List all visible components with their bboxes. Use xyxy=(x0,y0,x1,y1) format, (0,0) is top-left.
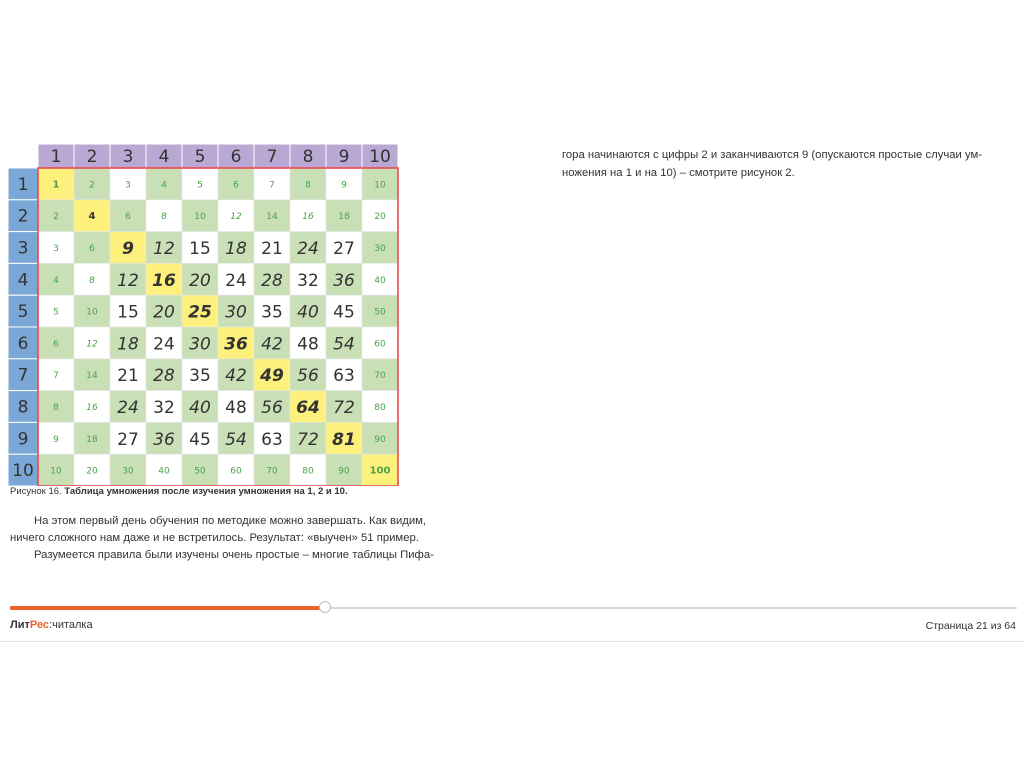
table-cell-value: 45 xyxy=(189,429,211,450)
row-header-label: 10 xyxy=(12,461,34,482)
table-cell-value: 40 xyxy=(189,398,211,418)
paragraph-1: На этом первый день обучения по методике можно завершать. Как видим, xyxy=(34,515,427,527)
table-cell-value: 1 xyxy=(52,179,60,191)
table-cell-value: 32 xyxy=(153,398,175,418)
column-header-label: 10 xyxy=(369,147,391,167)
right-paragraph-line-2: ножения на 1 и на 10) – смотрите рисунок 2. xyxy=(562,167,795,179)
caption-title: Таблица умножения после изучения умножения на 1, 2 и 10. xyxy=(64,486,348,497)
paragraph-1-cont: ничего сложного нам даже и не встретилось. Результат: «выучен» 51 пример. xyxy=(10,532,419,544)
table-cell-value: 30 xyxy=(189,334,211,355)
table-cell-value: 21 xyxy=(117,366,139,387)
table-cell-value: 81 xyxy=(332,429,356,450)
row-header-label: 7 xyxy=(17,365,29,386)
row-header-label: 2 xyxy=(17,206,29,227)
table-cell-value: 8 xyxy=(161,212,167,223)
table-cell-value: 12 xyxy=(230,212,242,223)
table-cell-value: 18 xyxy=(86,434,98,445)
table-cell-value: 30 xyxy=(122,466,134,477)
logo-part-res: Рес xyxy=(29,619,50,631)
table-cell-value: 9 xyxy=(53,434,59,445)
reading-progress-thumb[interactable] xyxy=(319,601,331,613)
table-cell-value: 8 xyxy=(53,403,59,413)
table-cell-value: 10 xyxy=(194,212,206,223)
table-cell-value: 9 xyxy=(122,239,134,259)
table-cell-value: 18 xyxy=(225,239,247,259)
row-header-label: 5 xyxy=(17,302,29,323)
row-header-label: 6 xyxy=(17,333,29,354)
table-cell-value: 40 xyxy=(374,275,386,286)
table-cell-value: 6 xyxy=(233,180,239,191)
table-cell-value: 42 xyxy=(261,334,283,355)
table-cell-value: 5 xyxy=(197,180,203,191)
column-header-label: 5 xyxy=(194,147,206,167)
table-cell-value: 15 xyxy=(117,302,139,323)
table-cell-value: 12 xyxy=(86,339,98,350)
table-cell-value: 24 xyxy=(153,334,175,355)
table-cell-value: 6 xyxy=(89,244,95,254)
table-cell-value: 36 xyxy=(333,270,355,291)
table-cell-value: 16 xyxy=(152,270,176,291)
table-cell-value: 40 xyxy=(297,302,319,323)
table-cell-value: 27 xyxy=(117,429,139,450)
table-corner xyxy=(8,144,38,168)
table-cell-value: 63 xyxy=(333,366,355,387)
right-paragraph-line-1: гора начинаются с цифры 2 и заканчиваются 9 (опускаются простые случаи ум- xyxy=(562,149,983,161)
table-cell-value: 3 xyxy=(125,180,131,191)
table-cell-value: 20 xyxy=(153,302,175,323)
table-cell-value: 36 xyxy=(224,334,248,355)
column-header-label: 6 xyxy=(230,147,242,167)
table-cell-value: 8 xyxy=(89,275,95,286)
column-header-label: 1 xyxy=(50,147,62,167)
logo-part-lit: Лит xyxy=(10,619,30,631)
row-header-label: 3 xyxy=(17,238,29,259)
table-cell-value: 48 xyxy=(297,334,319,355)
column-header-label: 2 xyxy=(86,147,98,167)
row-header-label: 1 xyxy=(17,174,29,195)
table-cell-value: 80 xyxy=(374,403,386,413)
table-cell-value: 4 xyxy=(161,180,167,191)
table-cell-value: 35 xyxy=(261,302,283,323)
table-cell-value: 50 xyxy=(194,466,206,477)
table-cell-value: 72 xyxy=(333,398,355,418)
row-header-label: 9 xyxy=(17,429,29,450)
table-cell-value: 21 xyxy=(261,239,283,259)
table-cell-value: 60 xyxy=(230,466,242,477)
table-cell-value: 8 xyxy=(305,180,311,191)
table-cell-value: 6 xyxy=(53,339,59,350)
table-cell-value: 70 xyxy=(266,466,278,477)
table-cell-value: 12 xyxy=(153,239,175,259)
table-cell-value: 16 xyxy=(302,212,314,223)
table-cell-value: 24 xyxy=(117,398,139,418)
table-cell-value: 10 xyxy=(50,466,62,477)
reading-progress-fill xyxy=(10,606,325,610)
page-counter: Страница 21 из 64 xyxy=(925,620,1016,632)
table-cell-value: 72 xyxy=(297,429,319,450)
table-cell-value: 6 xyxy=(125,212,131,223)
logo-part-reader: :читалка xyxy=(49,619,93,631)
table-cell-value: 10 xyxy=(374,180,386,191)
litres-reader-logo[interactable] xyxy=(10,619,93,631)
table-cell-value: 7 xyxy=(269,180,275,191)
table-cell-value: 28 xyxy=(261,270,283,291)
table-cell-value: 4 xyxy=(53,275,59,286)
table-cell-value: 16 xyxy=(86,403,98,413)
table-cell-value: 4 xyxy=(88,211,96,223)
table-cell-value: 90 xyxy=(374,434,386,445)
left-column-text xyxy=(10,513,468,564)
table-cell-value: 60 xyxy=(374,339,386,350)
multiplication-table xyxy=(8,144,410,486)
multiplication-table-figure xyxy=(8,144,410,486)
table-cell-value: 10 xyxy=(86,307,98,318)
table-cell-value: 9 xyxy=(341,180,347,191)
table-cell-value: 14 xyxy=(86,371,98,382)
table-cell-value: 100 xyxy=(369,465,391,477)
column-header-label: 4 xyxy=(158,147,170,167)
table-cell-value: 42 xyxy=(225,366,247,387)
column-header-label: 9 xyxy=(338,147,350,167)
column-header-label: 7 xyxy=(266,147,278,167)
table-cell-value: 70 xyxy=(374,371,386,382)
table-cell-value: 3 xyxy=(53,244,59,254)
table-cell-value: 30 xyxy=(374,244,386,254)
table-cell-value: 56 xyxy=(297,366,319,387)
table-cell-value: 2 xyxy=(53,212,59,223)
table-cell-value: 50 xyxy=(374,307,386,318)
table-cell-value: 27 xyxy=(333,239,355,259)
table-cell-value: 7 xyxy=(53,371,59,382)
table-cell-value: 12 xyxy=(117,270,139,291)
table-cell-value: 49 xyxy=(260,366,284,387)
column-header-label: 8 xyxy=(302,147,314,167)
paragraph-2: Разумеется правила были изучены очень простые – многие таблицы Пифа- xyxy=(34,549,434,561)
table-cell-value: 90 xyxy=(338,466,350,477)
table-cell-value: 54 xyxy=(333,334,355,355)
table-cell-value: 56 xyxy=(261,398,283,418)
table-cell-value: 5 xyxy=(53,307,59,318)
table-cell-value: 80 xyxy=(302,466,314,477)
table-cell-value: 40 xyxy=(158,466,170,477)
row-header-label: 8 xyxy=(17,397,29,418)
table-cell-value: 28 xyxy=(153,366,175,387)
table-cell-value: 35 xyxy=(189,366,211,387)
row-header-label: 4 xyxy=(17,270,29,291)
table-cell-value: 45 xyxy=(333,302,355,323)
table-cell-value: 20 xyxy=(189,270,211,291)
table-cell-value: 32 xyxy=(297,270,319,291)
table-cell-value: 36 xyxy=(153,429,175,450)
footer-divider xyxy=(0,641,1024,642)
table-cell-value: 20 xyxy=(86,466,98,477)
table-cell-value: 20 xyxy=(374,212,386,223)
table-cell-value: 24 xyxy=(297,239,319,259)
table-cell-value: 18 xyxy=(117,334,139,355)
caption-prefix: Рисунок 16. xyxy=(10,486,62,497)
table-cell-value: 54 xyxy=(225,429,247,450)
figure-caption xyxy=(10,486,348,497)
table-cell-value: 18 xyxy=(338,212,350,223)
table-cell-value: 15 xyxy=(189,239,211,259)
table-cell-value: 48 xyxy=(225,398,247,418)
table-cell-value: 14 xyxy=(266,212,278,223)
table-cell-value: 24 xyxy=(225,270,247,291)
table-cell-value: 64 xyxy=(296,398,320,418)
right-column-text xyxy=(562,146,1017,182)
table-cell-value: 2 xyxy=(89,180,95,191)
table-cell-value: 63 xyxy=(261,429,283,450)
table-cell-value: 30 xyxy=(225,302,247,323)
table-cell-value: 25 xyxy=(188,302,212,323)
column-header-label: 3 xyxy=(122,147,134,167)
